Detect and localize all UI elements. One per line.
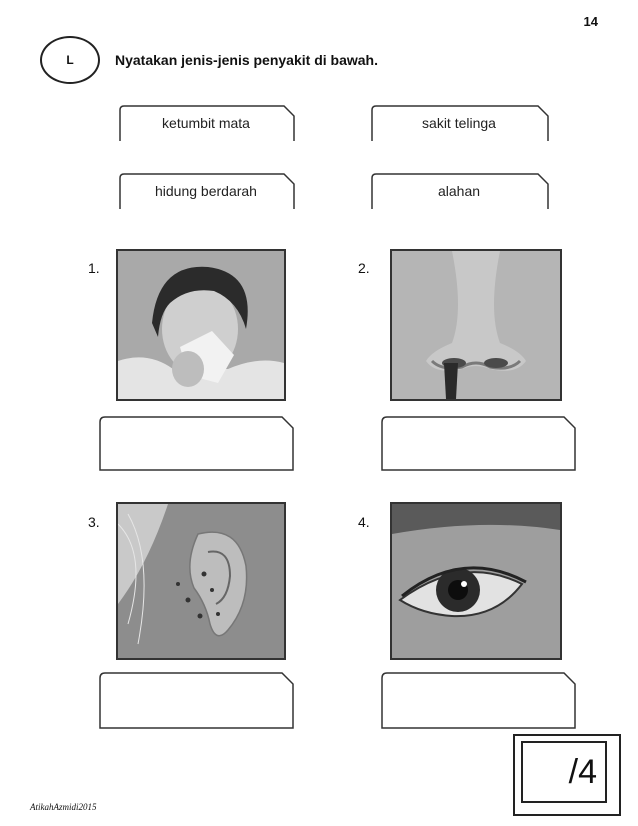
word-bank-label: ketumbit mata (162, 115, 250, 131)
word-bank-item-alahan (368, 172, 550, 210)
question-number: 2. (358, 260, 370, 276)
word-bank-label: hidung berdarah (155, 183, 257, 199)
ear-rash-photo (116, 502, 286, 660)
instruction-text: Nyatakan jenis-jenis penyakit di bawah. (115, 52, 378, 68)
word-bank-item-sakit-telinga (368, 104, 550, 142)
word-bank-item-hidung-berdarah (116, 172, 296, 210)
page-number: 14 (583, 14, 598, 29)
question-number: 4. (358, 514, 370, 530)
answer-box-4[interactable] (378, 670, 578, 730)
answer-box-2[interactable] (378, 414, 578, 472)
score-total: /4 (568, 752, 597, 791)
section-badge (40, 36, 100, 84)
child-sneezing-tissue-photo (116, 249, 286, 401)
section-label: L (66, 53, 74, 67)
word-bank-label: alahan (437, 183, 481, 199)
answer-box-1[interactable] (96, 414, 296, 472)
author-credit: AtikahAzmidi2015 (30, 802, 97, 812)
word-bank-item-ketumbit-mata (116, 104, 296, 142)
word-bank-label: sakit telinga (422, 115, 496, 131)
nosebleed-photo (390, 249, 562, 401)
eye-closeup-photo (390, 502, 562, 660)
answer-box-3[interactable] (96, 670, 296, 730)
score-field[interactable] (521, 741, 607, 803)
question-number: 3. (88, 514, 100, 530)
question-number: 1. (88, 260, 100, 276)
